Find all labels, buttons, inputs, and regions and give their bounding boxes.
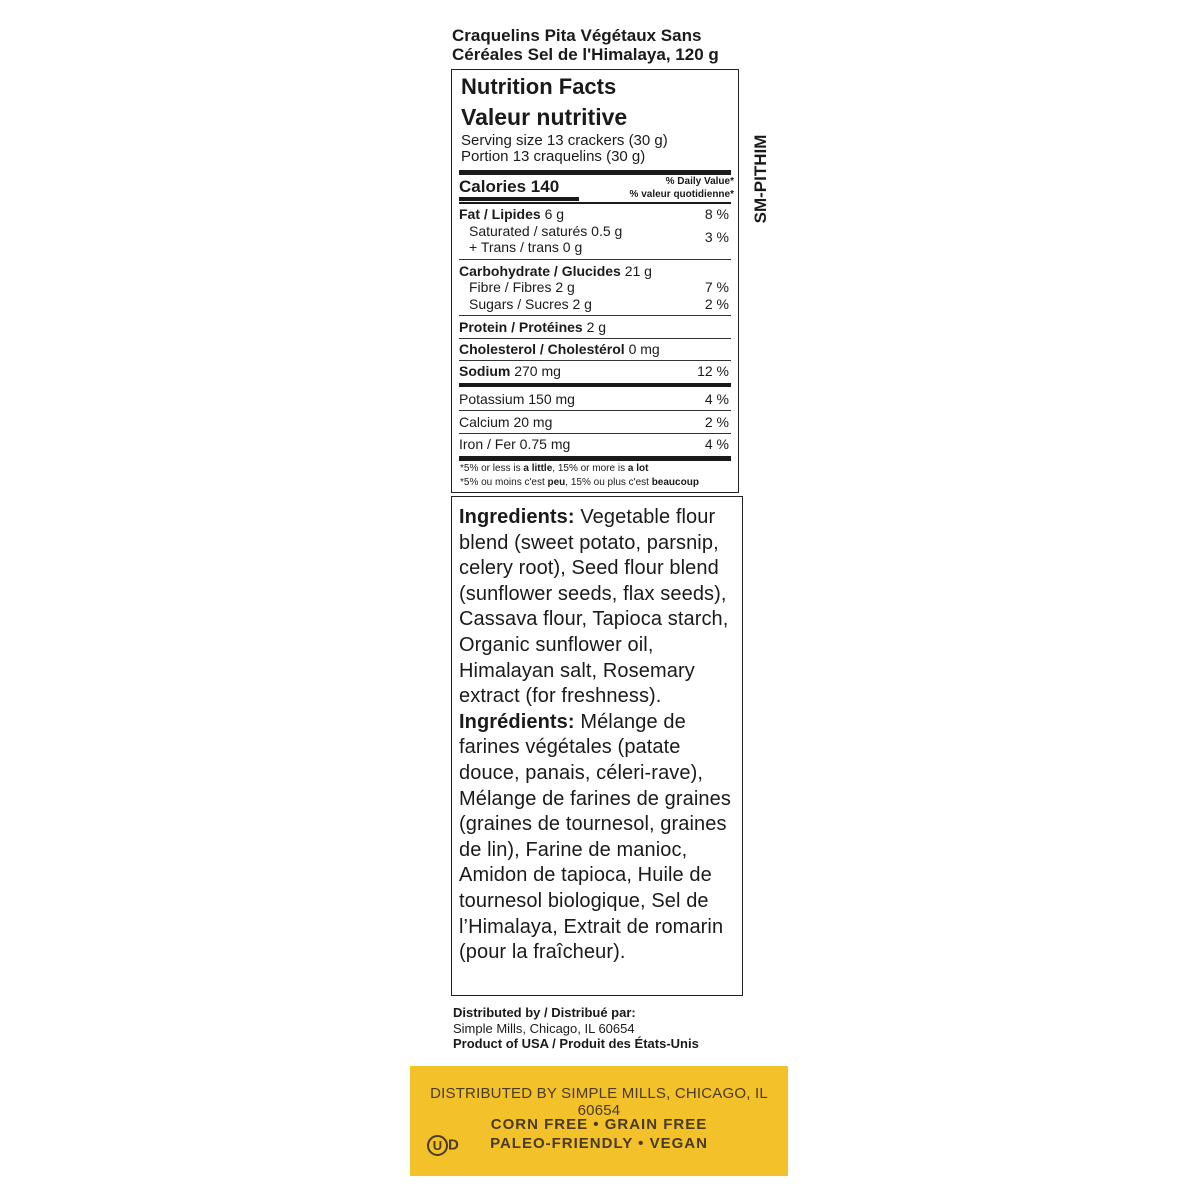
trans-label: + Trans / trans 0 g [469, 239, 583, 255]
calcium-label: Calcium 20 mg [459, 414, 553, 430]
sugars-label: Sugars / Sucres 2 g [469, 296, 592, 312]
claims-banner [410, 1066, 788, 1176]
distributor-line1: Distributed by / Distribué par: [453, 1005, 636, 1020]
footnote-fr-part: *5% ou moins c'est [460, 477, 548, 488]
product-title-line2: Céréales Sel de l'Himalaya, 120 g [452, 45, 719, 64]
sodium-label: Sodium [459, 363, 511, 379]
sodium-pct: 12 % [697, 363, 729, 379]
divider [459, 410, 731, 411]
banner-distributed: DISTRIBUTED BY SIMPLE MILLS, CHICAGO, IL 60654 [430, 1085, 768, 1119]
product-title-line1: Craquelins Pita Végétaux Sans [452, 26, 702, 45]
distributor-line3: Product of USA / Produit des États-Unis [453, 1036, 699, 1051]
carb-row [459, 263, 731, 279]
divider [459, 338, 731, 339]
saturated-label: Saturated / saturés 0.5 g [469, 223, 623, 239]
kosher-circle-u: U [427, 1135, 448, 1156]
cholesterol-label: Cholesterol / Cholestérol [459, 341, 625, 357]
footnote-fr-part: , 15% ou plus c'est [565, 477, 652, 488]
ingredients-panel [451, 496, 743, 996]
banner-claims [410, 1115, 788, 1153]
thick-divider [459, 456, 731, 461]
footnote-en-lot: a lot [627, 463, 649, 474]
ingredients-text-en: Vegetable flour blend (sweet potato, parsnip, celery root), Seed flour blend (sunflower seeds, flax seeds), Cassava flour, Tapioca starch, Organic sunflower oil, Himalayan salt, Rosemary extract (for freshness). [459, 506, 729, 708]
daily-value-en: % Daily Value* [665, 176, 734, 187]
product-title [452, 26, 772, 64]
carb-value: 21 g [620, 263, 652, 279]
ingredients-text-fr: Mélange de farines végétales (patate douce, panais, céleri-rave), Mélange de farines de graines (graines de tournesol, graines de lin), Farine de manioc, Amidon de tapioca, Huile de tournesol biologique, Sel de l’Himalaya, Extrait de romarin (pour la fraîcheur). [459, 710, 731, 964]
divider [459, 315, 731, 316]
potassium-row [459, 391, 731, 407]
serving-size-fr: Portion 13 craquelins (30 g) [461, 148, 646, 165]
daily-value-header [630, 175, 734, 201]
fat-row [459, 206, 731, 222]
potassium-label: Potassium 150 mg [459, 391, 575, 407]
saturated-pct: 3 % [704, 229, 729, 245]
iron-row [459, 436, 731, 452]
cholesterol-row [459, 341, 731, 357]
sugars-row [469, 296, 731, 312]
iron-label: Iron / Fer 0.75 mg [459, 436, 571, 452]
banner-claims-line2: PALEO-FRIENDLY • VEGAN [490, 1135, 708, 1152]
saturated-row [469, 223, 731, 245]
iron-pct: 4 % [704, 436, 729, 452]
protein-value: 2 g [582, 319, 607, 335]
fibre-row [469, 279, 731, 295]
calories-underline [459, 197, 579, 201]
calories: Calories 140 [459, 177, 560, 196]
calcium-row [459, 414, 731, 430]
side-code-text: SM-PITHIM [751, 134, 770, 224]
protein-label: Protein / Protéines [459, 319, 583, 335]
cholesterol-value: 0 mg [624, 341, 660, 357]
side-code [750, 124, 772, 234]
serving-size [461, 133, 668, 165]
footnote-en-part: , 15% or more is [552, 463, 628, 474]
nutrition-heading-fr: Valeur nutritive [461, 104, 628, 130]
divider [459, 360, 731, 361]
fat-value: 6 g [540, 206, 565, 222]
distributor-line2: Simple Mills, Chicago, IL 60654 [453, 1020, 635, 1036]
fat-pct: 8 % [704, 206, 729, 222]
footnote-fr-beaucoup: beaucoup [651, 477, 699, 488]
carb-label: Carbohydrate / Glucides [459, 263, 621, 279]
fat-label: Fat / Lipides [459, 206, 541, 222]
footnote-en [460, 462, 648, 476]
sugars-pct: 2 % [704, 296, 729, 312]
footnote-fr [460, 476, 699, 490]
trans-row [469, 239, 731, 255]
footnote-en-little: a little [523, 463, 553, 474]
distributor-info [453, 1005, 699, 1052]
ingredients-heading-en: Ingredients: [459, 506, 575, 528]
protein-row [459, 319, 731, 335]
footnote-en-part: *5% or less is [460, 463, 524, 474]
divider [459, 433, 731, 434]
fibre-pct: 7 % [704, 279, 729, 295]
ingredients-heading-fr: Ingrédients: [459, 710, 575, 733]
divider [459, 202, 731, 204]
footnote-fr-peu: peu [547, 477, 566, 488]
sodium-value: 270 mg [510, 363, 561, 379]
banner-claims-line1: CORN FREE • GRAIN FREE [490, 1116, 708, 1133]
nutrition-heading-en: Nutrition Facts [461, 74, 617, 99]
kosher-dairy-icon [427, 1135, 459, 1156]
sodium-row [459, 363, 731, 379]
calcium-pct: 2 % [704, 414, 729, 430]
serving-size-en: Serving size 13 crackers (30 g) [461, 132, 668, 149]
potassium-pct: 4 % [704, 391, 729, 407]
thick-divider [459, 383, 731, 387]
nutrition-facts-panel [451, 69, 739, 493]
fibre-label: Fibre / Fibres 2 g [469, 279, 575, 295]
daily-value-fr: % valeur quotidienne* [629, 189, 734, 200]
kosher-suffix: D [448, 1136, 459, 1154]
divider [459, 259, 731, 260]
